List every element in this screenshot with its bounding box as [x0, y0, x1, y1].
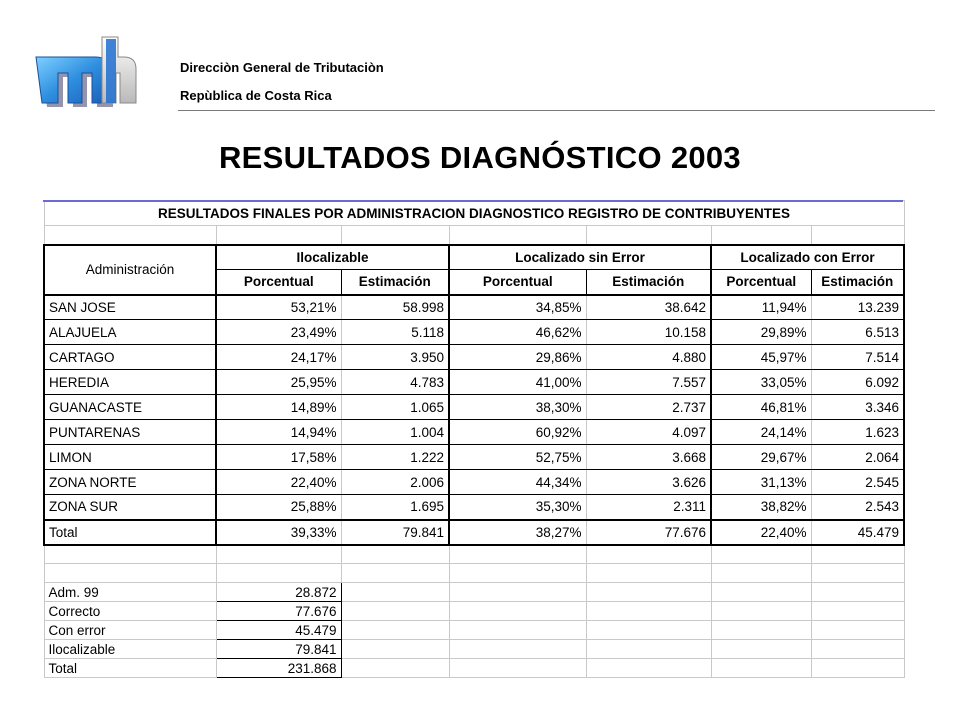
value-cell: 14,94% [216, 420, 341, 445]
header-administracion: Administración [44, 245, 216, 295]
header-estimacion: Estimación [811, 270, 904, 295]
cell [216, 226, 341, 245]
summary-value: 28.872 [216, 583, 341, 602]
summary-label: Con error [44, 621, 216, 640]
value-cell: 31,13% [711, 470, 811, 495]
value-cell: 14,89% [216, 395, 341, 420]
empty-cell [811, 545, 904, 564]
summary-row [44, 621, 904, 640]
empty-cell [341, 564, 449, 583]
total-label: Total [44, 520, 216, 545]
empty-cell [711, 602, 811, 621]
value-cell: 23,49% [216, 320, 341, 345]
empty-cell [341, 621, 449, 640]
mh-logo [32, 33, 140, 107]
header-group-con-error: Localizado con Error [711, 245, 904, 270]
summary-value: 45.479 [216, 621, 341, 640]
empty-cell [711, 545, 811, 564]
value-cell: 35,30% [449, 495, 586, 520]
empty-cell [586, 564, 711, 583]
value-cell: 58.998 [341, 295, 449, 320]
empty-cell [586, 621, 711, 640]
empty-cell [449, 545, 586, 564]
value-cell: 52,75% [449, 445, 586, 470]
value-cell: 1.004 [341, 420, 449, 445]
value-cell: 3.668 [586, 445, 711, 470]
summary-label: Adm. 99 [44, 583, 216, 602]
value-cell: 46,62% [449, 320, 586, 345]
value-cell: 1.623 [811, 420, 904, 445]
header-estimacion: Estimación [341, 270, 449, 295]
cell [711, 226, 811, 245]
total-value: 22,40% [711, 520, 811, 545]
value-cell: 29,86% [449, 345, 586, 370]
admin-name: PUNTARENAS [44, 420, 216, 445]
table-banner: RESULTADOS FINALES POR ADMINISTRACION DIAGNOSTICO REGISTRO DE CONTRIBUYENTES [44, 201, 904, 226]
empty-cell [449, 602, 586, 621]
header-divider [178, 110, 935, 111]
admin-name: ZONA SUR [44, 495, 216, 520]
value-cell: 1.065 [341, 395, 449, 420]
empty-cell [44, 545, 216, 564]
value-cell: 5.118 [341, 320, 449, 345]
table-row [44, 295, 904, 320]
table-row [44, 420, 904, 445]
table-row [44, 320, 904, 345]
value-cell: 1.222 [341, 445, 449, 470]
empty-cell [811, 564, 904, 583]
summary-value: 77.676 [216, 602, 341, 621]
empty-cell [216, 545, 341, 564]
empty-cell [44, 564, 216, 583]
spacer-row [44, 564, 904, 583]
table-row [44, 445, 904, 470]
cell [586, 226, 711, 245]
empty-cell [586, 602, 711, 621]
value-cell: 4.880 [586, 345, 711, 370]
empty-cell [341, 659, 449, 678]
value-cell: 7.514 [811, 345, 904, 370]
empty-cell [711, 659, 811, 678]
value-cell: 45,97% [711, 345, 811, 370]
summary-label: Correcto [44, 602, 216, 621]
cell [811, 226, 904, 245]
value-cell: 6.092 [811, 370, 904, 395]
value-cell: 60,92% [449, 420, 586, 445]
total-value: 39,33% [216, 520, 341, 545]
value-cell: 29,67% [711, 445, 811, 470]
empty-cell [711, 564, 811, 583]
summary-label: Total [44, 659, 216, 678]
header-estimacion: Estimación [586, 270, 711, 295]
empty-cell [449, 659, 586, 678]
empty-cell [711, 640, 811, 659]
value-cell: 33,05% [711, 370, 811, 395]
value-cell: 24,17% [216, 345, 341, 370]
value-cell: 25,88% [216, 495, 341, 520]
empty-cell [586, 640, 711, 659]
table-row [44, 470, 904, 495]
value-cell: 4.783 [341, 370, 449, 395]
cell [44, 226, 216, 245]
value-cell: 41,00% [449, 370, 586, 395]
admin-name: ALAJUELA [44, 320, 216, 345]
value-cell: 2.311 [586, 495, 711, 520]
value-cell: 24,14% [711, 420, 811, 445]
value-cell: 25,95% [216, 370, 341, 395]
org-name: Direcciòn General de Tributaciòn [180, 60, 384, 75]
cell [341, 226, 449, 245]
spacer-row [44, 545, 904, 564]
admin-name: ZONA NORTE [44, 470, 216, 495]
empty-cell [341, 602, 449, 621]
value-cell: 53,21% [216, 295, 341, 320]
value-cell: 11,94% [711, 295, 811, 320]
value-cell: 2.006 [341, 470, 449, 495]
total-value: 79.841 [341, 520, 449, 545]
summary-value: 79.841 [216, 640, 341, 659]
total-value: 77.676 [586, 520, 711, 545]
spacer-row [44, 226, 904, 245]
admin-name: HEREDIA [44, 370, 216, 395]
value-cell: 34,85% [449, 295, 586, 320]
empty-cell [216, 564, 341, 583]
admin-name: SAN JOSE [44, 295, 216, 320]
value-cell: 38,30% [449, 395, 586, 420]
value-cell: 7.557 [586, 370, 711, 395]
admin-name: LIMON [44, 445, 216, 470]
value-cell: 44,34% [449, 470, 586, 495]
table-row [44, 395, 904, 420]
value-cell: 17,58% [216, 445, 341, 470]
empty-cell [811, 659, 904, 678]
empty-cell [449, 583, 586, 602]
empty-cell [449, 640, 586, 659]
header-group-sin-error: Localizado sin Error [449, 245, 711, 270]
empty-cell [341, 583, 449, 602]
admin-name: GUANACASTE [44, 395, 216, 420]
admin-name: CARTAGO [44, 345, 216, 370]
value-cell: 2.545 [811, 470, 904, 495]
table-row [44, 370, 904, 395]
cell [449, 226, 586, 245]
value-cell: 38,82% [711, 495, 811, 520]
value-cell: 38.642 [586, 295, 711, 320]
empty-cell [711, 621, 811, 640]
header-porcentual: Porcentual [216, 270, 341, 295]
country-name: Repùblica de Costa Rica [180, 88, 332, 103]
header-porcentual: Porcentual [449, 270, 586, 295]
total-value: 45.479 [811, 520, 904, 545]
summary-row [44, 659, 904, 678]
page-title: RESULTADOS DIAGNÓSTICO 2003 [219, 140, 741, 175]
value-cell: 10.158 [586, 320, 711, 345]
value-cell: 2.543 [811, 495, 904, 520]
value-cell: 13.239 [811, 295, 904, 320]
total-row [44, 520, 904, 545]
summary-row [44, 640, 904, 659]
empty-cell [586, 545, 711, 564]
empty-cell [811, 621, 904, 640]
empty-cell [711, 583, 811, 602]
empty-cell [449, 621, 586, 640]
value-cell: 46,81% [711, 395, 811, 420]
empty-cell [811, 640, 904, 659]
value-cell: 3.950 [341, 345, 449, 370]
summary-label: Ilocalizable [44, 640, 216, 659]
value-cell: 22,40% [216, 470, 341, 495]
value-cell: 3.626 [586, 470, 711, 495]
sheet-top-border [43, 200, 903, 202]
results-table [43, 200, 905, 678]
empty-cell [811, 602, 904, 621]
empty-cell [586, 659, 711, 678]
empty-cell [449, 564, 586, 583]
summary-row [44, 583, 904, 602]
value-cell: 29,89% [711, 320, 811, 345]
empty-cell [586, 583, 711, 602]
empty-cell [341, 640, 449, 659]
value-cell: 3.346 [811, 395, 904, 420]
empty-cell [811, 583, 904, 602]
header-group-ilocalizable: Ilocalizable [216, 245, 449, 270]
table-row [44, 345, 904, 370]
total-value: 38,27% [449, 520, 586, 545]
value-cell: 6.513 [811, 320, 904, 345]
header-porcentual: Porcentual [711, 270, 811, 295]
banner-row [44, 201, 904, 226]
value-cell: 2.064 [811, 445, 904, 470]
value-cell: 1.695 [341, 495, 449, 520]
value-cell: 2.737 [586, 395, 711, 420]
empty-cell [341, 545, 449, 564]
value-cell: 4.097 [586, 420, 711, 445]
group-header-row [44, 245, 904, 270]
table-row [44, 495, 904, 520]
summary-row [44, 602, 904, 621]
summary-value: 231.868 [216, 659, 341, 678]
